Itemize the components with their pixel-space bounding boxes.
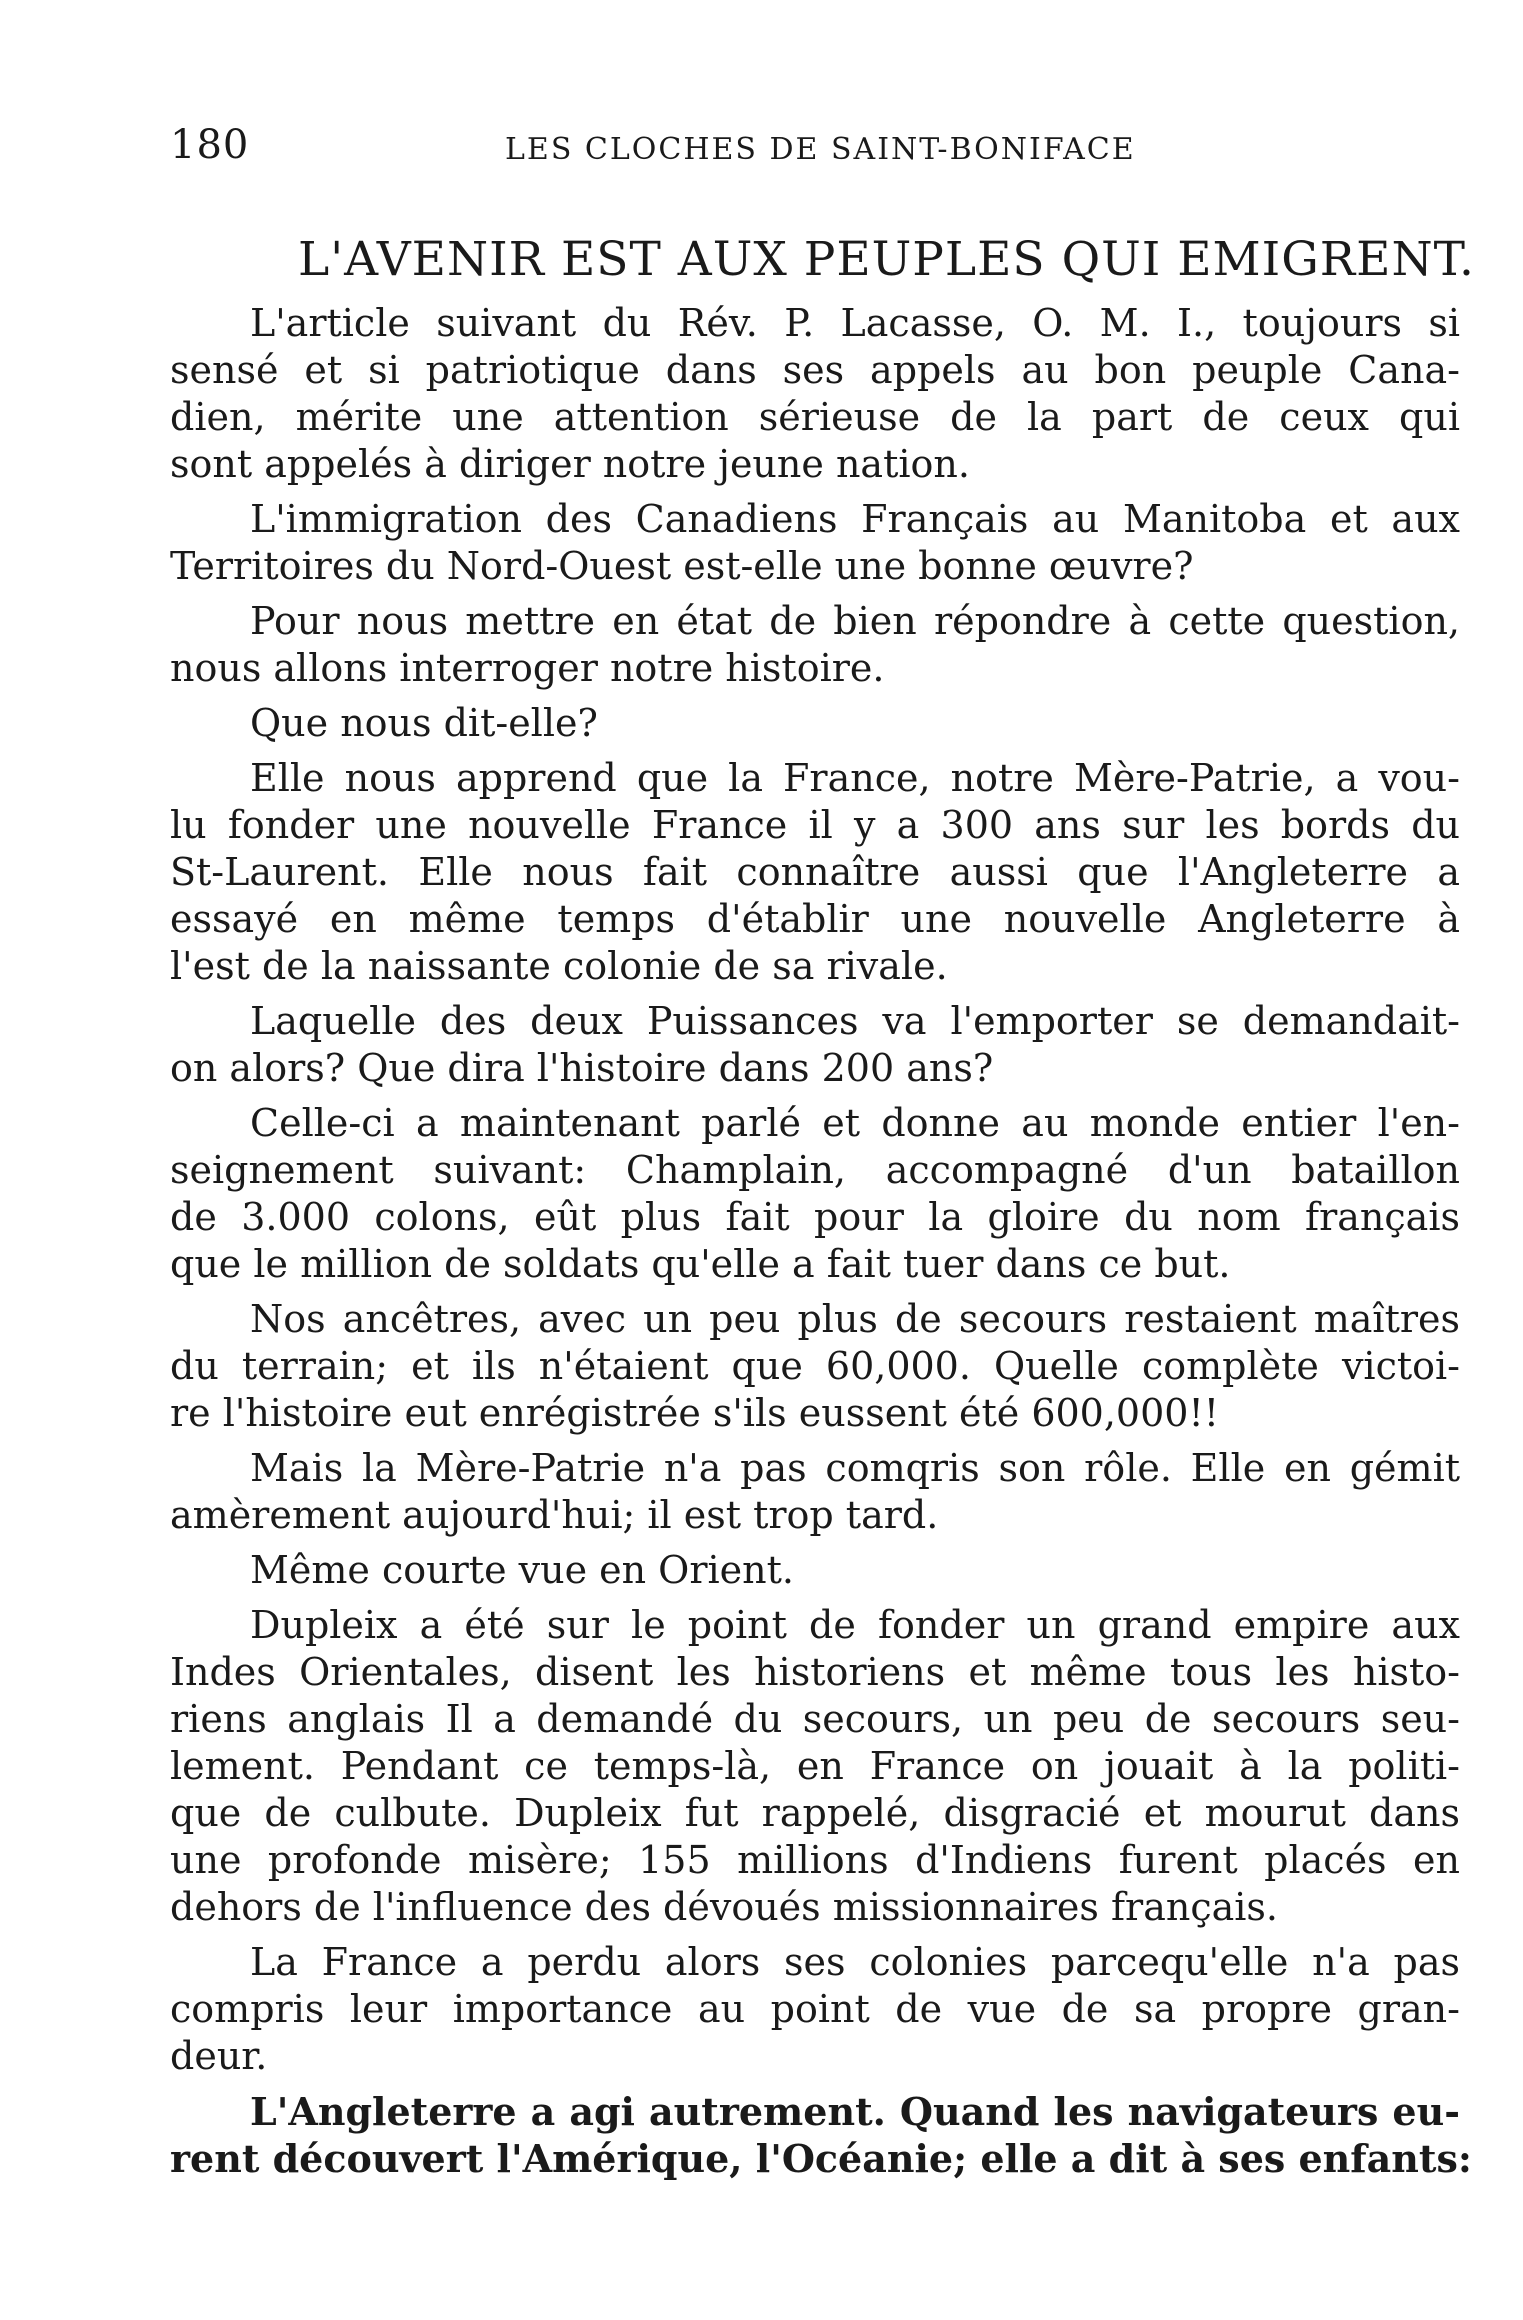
text-line: dehors de l'influence des dévoués missionnaires français. bbox=[170, 1885, 1278, 1929]
paragraph bbox=[170, 1547, 1460, 1594]
text-line: deur. bbox=[170, 2034, 268, 2078]
text-line: que de culbute. Dupleix fut rappelé, disgracié et mourut dans bbox=[170, 1791, 1460, 1835]
text-line: Même courte vue en Orient. bbox=[250, 1548, 794, 1592]
text-line: Mais la Mère-Patrie n'a pas comqris son rôle. Elle en gémit bbox=[250, 1446, 1460, 1490]
text-line: Territoires du Nord-Ouest est-elle une bonne œuvre? bbox=[170, 544, 1194, 588]
paragraph-gap bbox=[170, 1437, 1460, 1445]
paragraph bbox=[170, 700, 1460, 747]
text-line: Dupleix a été sur le point de fonder un grand empire aux bbox=[250, 1603, 1460, 1647]
text-line: compris leur importance au point de vue de sa propre gran- bbox=[170, 1987, 1460, 2031]
section-title: L'AVENIR EST AUX PEUPLES QUI EMIGRENT. bbox=[298, 232, 1475, 287]
paragraph bbox=[170, 1296, 1460, 1437]
text-line: Elle nous apprend que la France, notre Mère-Patrie, a vou- bbox=[250, 756, 1460, 800]
text-line: sensé et si patriotique dans ses appels au bon peuple Cana- bbox=[170, 348, 1460, 392]
paragraph-gap bbox=[170, 1288, 1460, 1296]
paragraph bbox=[170, 598, 1460, 692]
page-number: 180 bbox=[170, 122, 250, 168]
text-line: une profonde misère; 155 millions d'Indiens furent placés en bbox=[170, 1838, 1460, 1882]
text-line: amèrement aujourd'hui; il est trop tard. bbox=[170, 1493, 939, 1537]
text-line: on alors? Que dira l'histoire dans 200 ans? bbox=[170, 1046, 994, 1090]
paragraph-gap bbox=[170, 1539, 1460, 1547]
text-line: L'Angleterre a agi autrement. Quand les navigateurs eu- bbox=[250, 2089, 1460, 2134]
text-line: dien, mérite une attention sérieuse de la part de ceux qui bbox=[170, 395, 1460, 439]
running-title: LES CLOCHES DE SAINT-BONIFACE bbox=[505, 132, 1136, 167]
paragraph-gap bbox=[170, 590, 1460, 598]
paragraph bbox=[170, 1100, 1460, 1288]
text-line: lement. Pendant ce temps-là, en France on jouait à la politi- bbox=[170, 1744, 1460, 1788]
text-line: St-Laurent. Elle nous fait connaître aussi que l'Angleterre a bbox=[170, 850, 1460, 894]
paragraph-gap bbox=[170, 1931, 1460, 1939]
text-line: Celle-ci a maintenant parlé et donne au monde entier l'en- bbox=[250, 1101, 1460, 1145]
body-text bbox=[170, 300, 1472, 2182]
text-line: du terrain; et ils n'étaient que 60,000. Quelle complète victoi- bbox=[170, 1344, 1460, 1388]
text-line: Nos ancêtres, avec un peu plus de secours restaient maîtres bbox=[250, 1297, 1460, 1341]
paragraph-gap bbox=[170, 692, 1460, 700]
text-line: riens anglais Il a demandé du secours, un peu de secours seu- bbox=[170, 1697, 1460, 1741]
text-line: Indes Orientales, disent les historiens et même tous les histo- bbox=[170, 1650, 1460, 1694]
paragraph bbox=[170, 2088, 1472, 2182]
text-line: La France a perdu alors ses colonies parcequ'elle n'a pas bbox=[250, 1940, 1460, 1984]
text-line: rent découvert l'Amérique, l'Océanie; elle a dit à ses enfants: bbox=[170, 2136, 1472, 2181]
text-line: de 3.000 colons, eût plus fait pour la gloire du nom français bbox=[170, 1195, 1460, 1239]
text-line: seignement suivant: Champlain, accompagné d'un bataillon bbox=[170, 1148, 1460, 1192]
paragraph-gap bbox=[170, 1092, 1460, 1100]
text-line: Que nous dit-elle? bbox=[250, 701, 598, 745]
paragraph bbox=[170, 1445, 1460, 1539]
text-line: L'article suivant du Rév. P. Lacasse, O. M. I., toujours si bbox=[250, 301, 1460, 345]
paragraph-gap bbox=[170, 2080, 1460, 2088]
paragraph bbox=[170, 1939, 1460, 2080]
text-line: Laquelle des deux Puissances va l'emporter se demandait- bbox=[250, 999, 1460, 1043]
text-line: l'est de la naissante colonie de sa rivale. bbox=[170, 944, 948, 988]
paragraph-gap bbox=[170, 990, 1460, 998]
text-line: re l'histoire eut enrégistrée s'ils eussent été 600,000!! bbox=[170, 1391, 1220, 1435]
text-line: Pour nous mettre en état de bien répondre à cette question, bbox=[250, 599, 1460, 643]
page-header bbox=[170, 118, 1460, 178]
paragraph bbox=[170, 755, 1460, 990]
text-line: L'immigration des Canadiens Français au Manitoba et aux bbox=[250, 497, 1460, 541]
paragraph bbox=[170, 496, 1460, 590]
paragraph-gap bbox=[170, 747, 1460, 755]
text-line: essayé en même temps d'établir une nouvelle Angleterre à bbox=[170, 897, 1460, 941]
text-line: sont appelés à diriger notre jeune nation. bbox=[170, 442, 970, 486]
paragraph-gap bbox=[170, 488, 1460, 496]
paragraph bbox=[170, 998, 1460, 1092]
paragraph-gap bbox=[170, 1594, 1460, 1602]
text-line: nous allons interroger notre histoire. bbox=[170, 646, 885, 690]
paragraph bbox=[170, 300, 1460, 488]
paragraph bbox=[170, 1602, 1460, 1931]
text-line: que le million de soldats qu'elle a fait tuer dans ce but. bbox=[170, 1242, 1231, 1286]
text-line: lu fonder une nouvelle France il y a 300 ans sur les bords du bbox=[170, 803, 1460, 847]
